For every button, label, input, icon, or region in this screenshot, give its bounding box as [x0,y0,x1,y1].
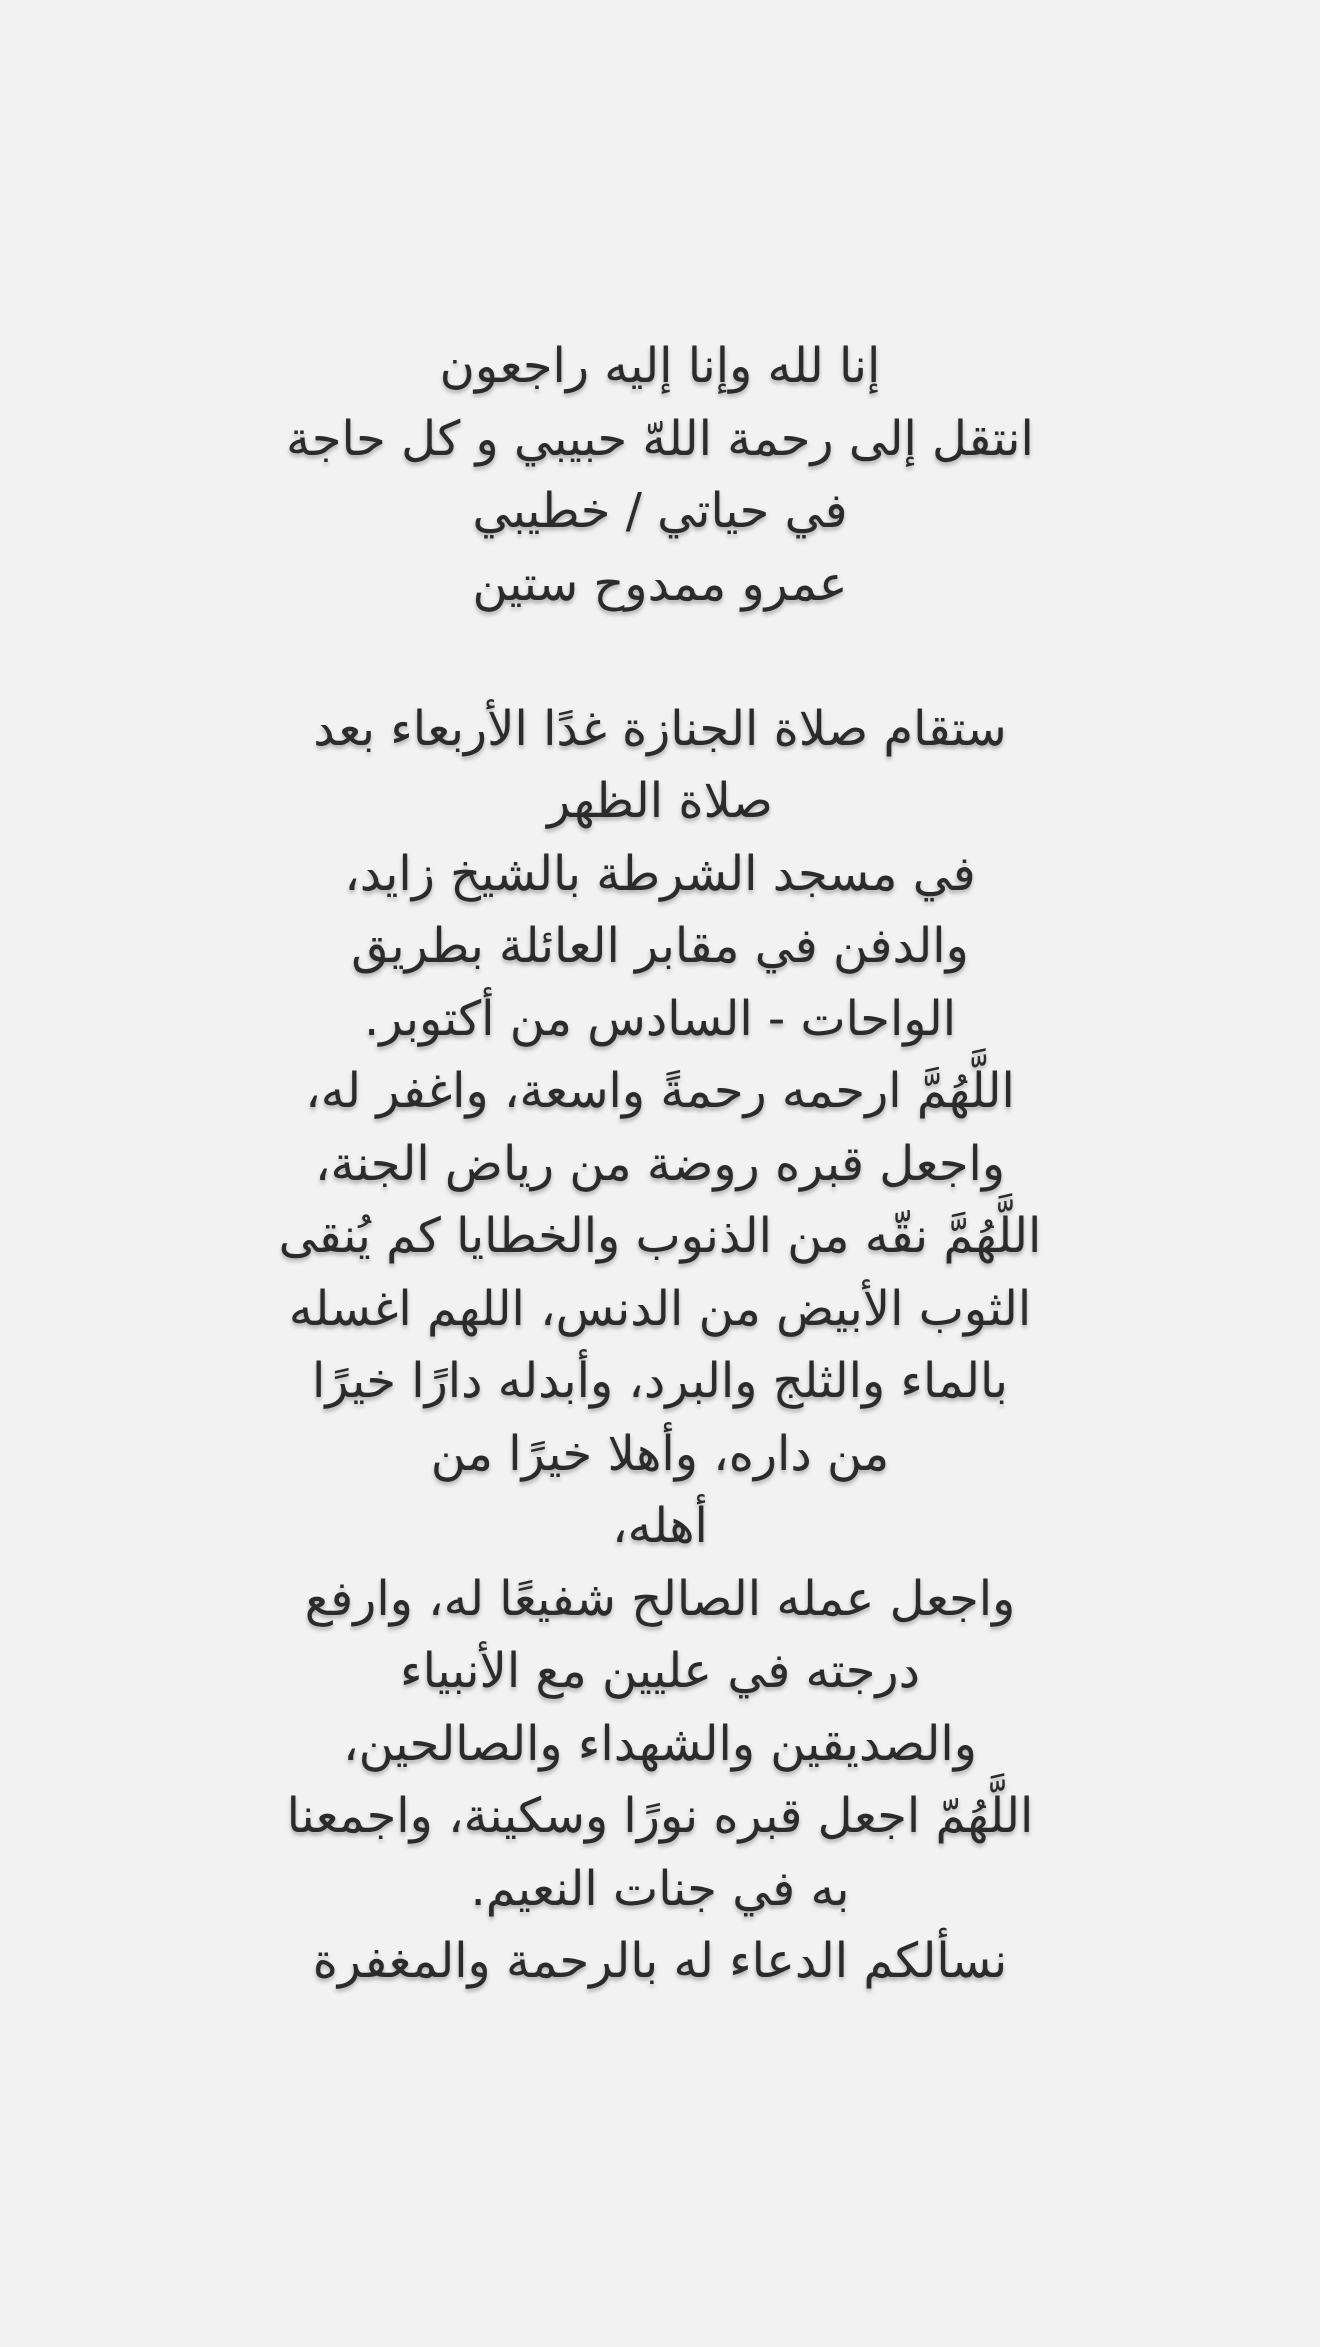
funeral-line: في مسجد الشرطة بالشيخ زايد، [344,845,976,902]
prayer-line: درجته في عليين مع الأنبياء [400,1643,920,1699]
prayer-line: والصديقين والشهداء والصالحين، [343,1715,977,1772]
prayer-line: به في جنات النعيم. [470,1860,850,1917]
request-line: نسألكم الدعاء له بالرحمة والمغفرة [312,1933,1008,1989]
funeral-line: صلاة الظهر [547,773,773,829]
obituary-text [200,330,1120,1998]
prayer-line: بالماء والثلج والبرد، وأبدله دارًا خيرًا [312,1353,1008,1409]
prayer-line: اللَّهُمَّ ارحمه رحمةً واسعة، واغفر له، [305,1063,1015,1119]
funeral-line: ستقام صلاة الجنازة غدًا الأربعاء بعد [313,700,1007,757]
deceased-name: عمرو ممدوح ستين [472,555,848,612]
announcement-line: انتقل إلى رحمة اللهّ حبيبي و كل حاجة [286,410,1034,467]
blank-line [200,620,1120,693]
funeral-line: والدفن في مقابر العائلة بطريق [351,918,969,974]
prayer-line: اللَّهُمّ اجعل قبره نورًا وسكينة، واجمعنا [286,1788,1034,1844]
prayer-line: واجعل عمله الصالح شفيعًا له، وارفع [304,1570,1016,1627]
prayer-line: اللَّهُمَّ نقّه من الذنوب والخطايا كم يُنقى [278,1208,1042,1264]
prayer-line: واجعل قبره روضة من رياض الجنة، [315,1135,1005,1192]
announcement-line: في حياتي / خطيبي [472,483,848,539]
prayer-line: الثوب الأبيض من الدنس، اللهم اغسله [288,1280,1032,1337]
prayer-line: أهله، [612,1498,708,1554]
funeral-line: الواحات - السادس من أكتوبر. [363,990,957,1047]
condolence-line: إنا لله وإنا إليه راجعون [439,338,881,394]
prayer-line: من داره، وأهلا خيرًا من [430,1425,890,1482]
